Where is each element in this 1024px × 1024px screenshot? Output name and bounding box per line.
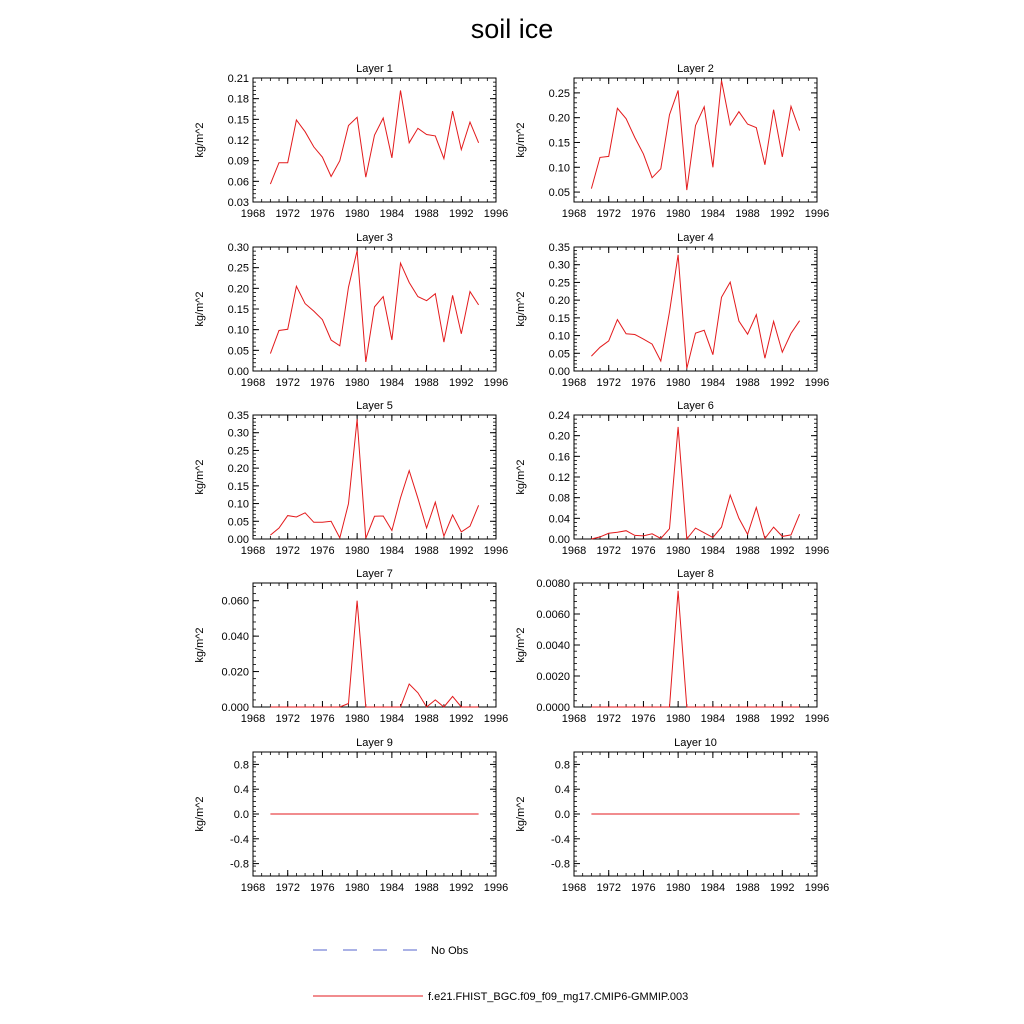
x-tick-label: 1988: [414, 545, 439, 557]
x-tick-label: 1968: [561, 377, 587, 389]
x-tick-label: 1992: [449, 882, 474, 894]
panel-layer-4: [515, 232, 829, 389]
y-tick-label: 0.30: [548, 259, 570, 272]
y-axis-label: kg/m^2: [515, 796, 527, 832]
y-tick-label: 0.0040: [536, 640, 570, 652]
x-tick-label: 1988: [735, 713, 760, 725]
x-tick-label: 1976: [631, 713, 656, 725]
x-tick-label: 1984: [379, 208, 405, 220]
y-tick-label: -0.4: [551, 833, 570, 846]
x-tick-label: 1996: [483, 882, 509, 894]
x-tick-label: 1984: [379, 713, 405, 725]
y-tick-label: 0.15: [548, 137, 570, 150]
y-axis-label: kg/m^2: [515, 627, 527, 663]
panel-layer-1: [194, 63, 508, 220]
series-line: [591, 81, 799, 191]
y-tick-label: 0.15: [227, 114, 249, 127]
x-tick-label: 1976: [631, 208, 656, 220]
x-tick-label: 1988: [414, 377, 439, 389]
series-line: [270, 90, 478, 184]
x-tick-label: 1968: [561, 208, 587, 220]
y-tick-label: 0.05: [548, 348, 570, 361]
x-tick-label: 1988: [735, 545, 760, 557]
y-axis-label: kg/m^2: [194, 459, 206, 495]
panel-title: Layer 2: [677, 63, 714, 75]
y-tick-label: 0.0080: [536, 578, 570, 590]
y-tick-label: 0.25: [548, 87, 570, 100]
x-tick-label: 1972: [275, 882, 300, 894]
x-tick-label: 1980: [344, 545, 370, 557]
x-tick-label: 1976: [631, 545, 656, 557]
y-axis-label: kg/m^2: [515, 459, 527, 495]
x-tick-label: 1976: [631, 377, 656, 389]
series-line: [270, 251, 478, 362]
x-tick-label: 1972: [275, 377, 300, 389]
panel-layer-8: [515, 568, 829, 725]
y-tick-label: -0.4: [230, 833, 249, 846]
x-tick-label: 1976: [310, 713, 335, 725]
x-tick-label: 1968: [240, 713, 266, 725]
x-tick-label: 1996: [483, 713, 509, 725]
y-tick-label: 0.000: [221, 702, 249, 714]
panel-title: Layer 6: [677, 400, 714, 412]
x-tick-label: 1976: [310, 208, 335, 220]
x-tick-label: 1996: [804, 208, 830, 220]
x-tick-label: 1972: [275, 208, 300, 220]
y-tick-label: 0.0: [554, 809, 570, 821]
x-tick-label: 1984: [700, 377, 726, 389]
x-tick-label: 1980: [665, 545, 691, 557]
y-tick-label: 0.8: [554, 759, 570, 772]
panel-title: Layer 10: [674, 737, 717, 749]
y-tick-label: 0.00: [548, 366, 570, 378]
y-axis-label: kg/m^2: [194, 291, 206, 327]
y-tick-label: 0.0060: [536, 609, 570, 621]
x-tick-label: 1992: [449, 208, 474, 220]
x-tick-label: 1992: [770, 208, 795, 220]
y-tick-label: 0.35: [548, 242, 570, 254]
y-tick-label: 0.25: [227, 262, 249, 275]
y-tick-label: 0.30: [227, 427, 249, 440]
x-tick-label: 1996: [804, 713, 830, 725]
plot-frame: [574, 78, 817, 202]
y-tick-label: 0.00: [227, 366, 249, 378]
x-tick-label: 1992: [770, 377, 795, 389]
y-tick-label: 0.25: [227, 445, 249, 458]
y-tick-label: 0.15: [227, 304, 249, 316]
x-tick-label: 1980: [344, 208, 370, 220]
x-tick-label: 1984: [700, 713, 726, 725]
y-tick-label: 0.03: [227, 197, 249, 209]
x-tick-label: 1980: [344, 713, 370, 725]
x-tick-label: 1992: [770, 545, 795, 557]
y-axis-label: kg/m^2: [515, 291, 527, 327]
x-tick-label: 1980: [344, 377, 370, 389]
x-tick-label: 1976: [631, 882, 656, 894]
y-tick-label: 0.25: [548, 277, 570, 290]
series-line: [591, 591, 799, 707]
y-tick-label: 0.04: [548, 513, 570, 526]
x-tick-label: 1980: [665, 208, 691, 220]
y-tick-label: 0.24: [548, 410, 570, 422]
y-tick-label: 0.10: [548, 162, 570, 175]
x-tick-label: 1992: [449, 377, 474, 389]
panel-layer-9: [194, 737, 508, 894]
x-tick-label: 1992: [770, 713, 795, 725]
y-tick-label: 0.20: [548, 430, 570, 443]
y-tick-label: 0.12: [227, 135, 249, 147]
x-tick-label: 1980: [665, 713, 691, 725]
x-tick-label: 1996: [483, 208, 509, 220]
y-axis-label: kg/m^2: [194, 796, 206, 832]
panel-title: Layer 3: [356, 232, 393, 244]
x-tick-label: 1992: [449, 545, 474, 557]
x-tick-label: 1972: [596, 208, 621, 220]
y-tick-label: 0.12: [548, 472, 570, 484]
legend-obs-label: No Obs: [431, 945, 469, 957]
panel-layer-3: [194, 232, 508, 389]
x-tick-label: 1980: [665, 882, 691, 894]
y-tick-label: 0.4: [554, 784, 570, 797]
panel-title: Layer 7: [356, 568, 393, 580]
x-tick-label: 1992: [770, 882, 795, 894]
x-tick-label: 1984: [700, 545, 726, 557]
x-tick-label: 1996: [804, 545, 830, 557]
plot-frame: [574, 247, 817, 371]
x-tick-label: 1988: [735, 882, 760, 894]
x-tick-label: 1988: [414, 882, 439, 894]
x-tick-label: 1968: [561, 882, 587, 894]
x-tick-label: 1972: [596, 713, 621, 725]
panel-layer-2: [515, 63, 829, 220]
panel-layer-7: [194, 568, 508, 725]
panel-layer-10: [515, 737, 829, 894]
series-line: [591, 255, 799, 369]
y-tick-label: 0.00: [548, 534, 570, 546]
y-tick-label: 0.10: [227, 324, 249, 337]
y-tick-label: 0.10: [227, 498, 249, 511]
y-axis-label: kg/m^2: [194, 627, 206, 663]
x-tick-label: 1996: [804, 377, 830, 389]
y-tick-label: -0.8: [551, 858, 570, 871]
series-line: [591, 427, 799, 539]
y-axis-label: kg/m^2: [194, 122, 206, 158]
x-tick-label: 1972: [596, 545, 621, 557]
panel-title: Layer 4: [677, 232, 714, 244]
legend-model-label: f.e21.FHIST_BGC.f09_f09_mg17.CMIP6-GMMIP.003: [428, 991, 689, 1003]
x-tick-label: 1988: [735, 377, 760, 389]
x-tick-label: 1980: [665, 377, 691, 389]
y-tick-label: 0.16: [548, 451, 570, 464]
x-tick-label: 1984: [379, 882, 405, 894]
x-tick-label: 1996: [483, 545, 509, 557]
y-tick-label: 0.4: [233, 784, 249, 797]
panel-title: Layer 1: [356, 63, 393, 75]
plot-frame: [574, 583, 817, 707]
x-tick-label: 1984: [700, 882, 726, 894]
y-tick-label: 0.20: [548, 112, 570, 125]
x-tick-label: 1976: [310, 377, 335, 389]
y-tick-label: 0.06: [227, 176, 249, 189]
x-tick-label: 1968: [561, 545, 587, 557]
y-tick-label: 0.00: [227, 534, 249, 546]
panel-title: Layer 9: [356, 737, 393, 749]
x-tick-label: 1996: [804, 882, 830, 894]
y-tick-label: 0.08: [548, 492, 570, 505]
x-tick-label: 1976: [310, 882, 335, 894]
x-tick-label: 1996: [483, 377, 509, 389]
x-tick-label: 1988: [414, 208, 439, 220]
panel-layer-5: [194, 400, 508, 557]
y-tick-label: 0.20: [227, 283, 249, 296]
y-tick-label: 0.05: [227, 516, 249, 529]
x-tick-label: 1984: [379, 545, 405, 557]
x-tick-label: 1988: [414, 713, 439, 725]
x-tick-label: 1968: [240, 882, 266, 894]
y-tick-label: 0.35: [227, 410, 249, 422]
x-tick-label: 1968: [240, 377, 266, 389]
y-tick-label: -0.8: [230, 858, 249, 871]
panel-layer-6: [515, 400, 829, 557]
y-tick-label: 0.0020: [536, 671, 570, 683]
x-tick-label: 1992: [449, 713, 474, 725]
y-tick-label: 0.18: [227, 93, 249, 106]
x-tick-label: 1980: [344, 882, 370, 894]
y-tick-label: 0.15: [227, 480, 249, 493]
y-tick-label: 0.09: [227, 155, 249, 168]
legend: [313, 945, 688, 1003]
figure-title: soil ice: [470, 14, 554, 44]
x-tick-label: 1968: [561, 713, 587, 725]
x-tick-label: 1972: [596, 882, 621, 894]
x-tick-label: 1976: [310, 545, 335, 557]
y-tick-label: 0.020: [221, 666, 249, 679]
x-tick-label: 1968: [240, 208, 266, 220]
y-tick-label: 0.8: [233, 759, 249, 772]
plot-frame: [253, 415, 496, 539]
y-tick-label: 0.15: [548, 312, 570, 325]
panel-title: Layer 8: [677, 568, 714, 580]
y-tick-label: 0.10: [548, 330, 570, 343]
y-tick-label: 0.0: [233, 809, 249, 821]
plot-frame: [574, 415, 817, 539]
series-line: [270, 419, 478, 538]
plot-frame: [253, 583, 496, 707]
y-axis-label: kg/m^2: [515, 122, 527, 158]
x-tick-label: 1968: [240, 545, 266, 557]
y-tick-label: 0.30: [227, 242, 249, 254]
y-tick-label: 0.21: [227, 73, 249, 85]
x-tick-label: 1972: [275, 545, 300, 557]
panels-group: [194, 63, 829, 894]
y-tick-label: 0.060: [221, 595, 249, 608]
y-tick-label: 0.05: [227, 345, 249, 358]
x-tick-label: 1972: [275, 713, 300, 725]
panel-title: Layer 5: [356, 400, 393, 412]
y-tick-label: 0.040: [221, 631, 249, 644]
x-tick-label: 1984: [700, 208, 726, 220]
x-tick-label: 1988: [735, 208, 760, 220]
x-tick-label: 1972: [596, 377, 621, 389]
y-tick-label: 0.05: [548, 187, 570, 200]
y-tick-label: 0.20: [548, 295, 570, 308]
y-tick-label: 0.20: [227, 463, 249, 476]
series-line: [270, 601, 478, 707]
y-tick-label: 0.0000: [536, 702, 570, 714]
x-tick-label: 1984: [379, 377, 405, 389]
